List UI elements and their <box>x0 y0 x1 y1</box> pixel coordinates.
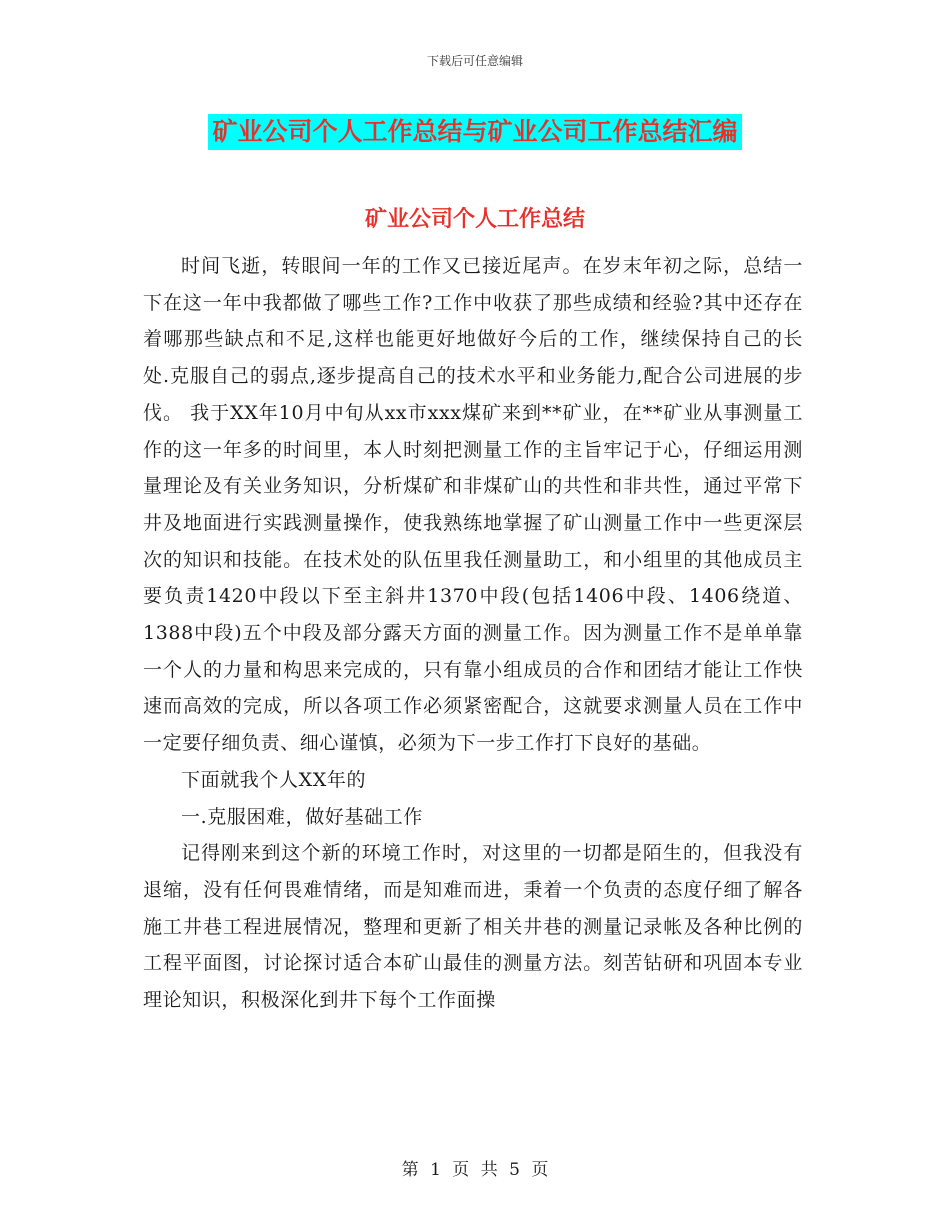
header-note: 下载后可任意编辑 <box>426 54 523 68</box>
paragraph-lead-in: 下面就我个人XX年的 <box>181 768 367 791</box>
main-title-container <box>0 114 950 150</box>
section-title: 矿业公司个人工作总结 <box>364 206 585 232</box>
main-title: 矿业公司个人工作总结与矿业公司工作总结汇编 <box>208 114 741 150</box>
page-footer: 第 1 页 共 5 页 <box>401 1160 549 1180</box>
paragraph-intro: 时间飞逝，转眼间一年的工作又已接近尾声。在岁末年初之际，总结一下在这一年中我都做了哪些工作?工作中收获了那些成绩和经验?其中还存在着哪那些缺点和不足,这样也能更好地做好今后的工作，继续保持自己的长处.克服自己的弱点,逐步提高自己的技术水平和业务能力,配合公司进展的步伐。 我于XX年10月中旬从xx市xxx煤矿来到**矿业，在**矿业从事测量工作的这一年多的时间里，本人时刻把测量工作的主旨牢记于心，仔细运用测量理论及有关业务知识，分析煤矿和非煤矿山的共性和非共性，通过平常下井及地面进行实践测量操作，使我熟练地掌握了矿山测量工作中一些更深层次的知识和技能。在技术处的队伍里我任测量助工，和小组里的其他成员主要负责1420中段以下至主斜井1370中段(包括1406中段、1406绕道、1388中段)五个中段及部分露天方面的测量工作。因为测量工作不是单单靠一个人的力量和构思来完成的，只有靠小组成员的合作和团结才能让工作快速而高效的完成，所以各项工作必须紧密配合，这就要求测量人员在工作中一定要仔细负责、细心谨慎，必须为下一步工作打下良好的基础。 <box>143 255 803 755</box>
document-body <box>143 248 803 1019</box>
paragraph-heading-1: 一.克服困难，做好基础工作 <box>181 805 423 828</box>
paragraph-section-1: 记得刚来到这个新的环境工作时，对这里的一切都是陌生的，但我没有退缩，没有任何畏难情绪，而是知难而进，秉着一个负责的态度仔细了解各施工井巷工程进展情况，整理和更新了相关井巷的测量记录帐及各种比例的工程平面图，讨论探讨适合本矿山最佳的测量方法。刻苦钻研和巩固本专业理论知识，积极深化到井下每个工作面操 <box>143 842 803 1012</box>
